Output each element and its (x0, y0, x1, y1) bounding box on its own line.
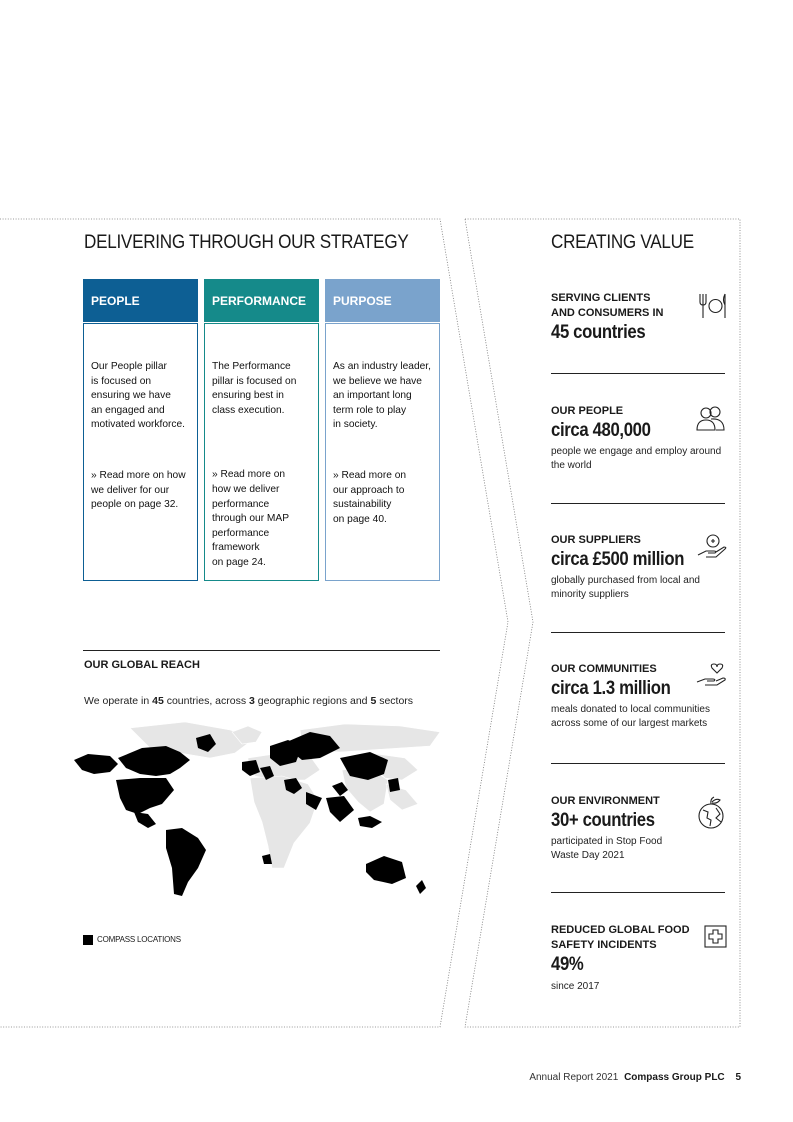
value-divider (551, 503, 725, 504)
pillar-people-header: PEOPLE (83, 279, 198, 322)
apple-globe-icon (696, 796, 728, 830)
pillar-text: As an industry leader, we believe we have an important long term role to play in society. (333, 361, 431, 431)
footer-company: Compass Group PLC (624, 1072, 725, 1083)
pillar-performance-body (204, 323, 319, 581)
value-safety (551, 923, 726, 994)
pillar-purpose-header: PURPOSE (325, 279, 440, 322)
cutlery-icon (697, 292, 727, 320)
value-title: OUR COMMUNITIES (551, 663, 657, 675)
value-desc: since 2017 (551, 981, 600, 992)
page-number: 5 (735, 1072, 741, 1083)
value-title: OUR ENVIRONMENT (551, 795, 660, 807)
reach-title: OUR GLOBAL REACH (84, 659, 200, 671)
value-figure: circa £500 million (551, 549, 685, 570)
pillar-purpose-body (325, 323, 440, 581)
value-figure: circa 1.3 million (551, 678, 671, 699)
value-figure: 49% (551, 954, 584, 975)
pillar-text: The Performance pillar is focused on ensuring best in class execution. (212, 361, 297, 416)
value-divider (551, 892, 725, 893)
value-title: OUR PEOPLE (551, 405, 624, 417)
people-icon (694, 404, 726, 432)
value-figure: 45 countries (551, 322, 646, 343)
strategy-heading: DELIVERING THROUGH OUR STRATEGY (84, 232, 409, 253)
page-footer (529, 1072, 741, 1083)
value-title: REDUCED GLOBAL FOOD SAFETY INCIDENTS (551, 924, 690, 951)
value-desc: meals donated to local communities across some of our largest markets (551, 704, 710, 729)
value-desc: people we engage and employ around the world (551, 446, 722, 471)
reach-sentence: We operate in 45 countries, across 3 geographic regions and 5 sectors (84, 695, 414, 707)
value-desc: participated in Stop Food Waste Day 2021 (551, 836, 663, 861)
value-desc: globally purchased from local and minority suppliers (551, 575, 700, 600)
value-divider (551, 373, 725, 374)
legend-label: COMPASS LOCATIONS (97, 935, 181, 944)
value-divider (551, 632, 725, 633)
value-divider (551, 763, 725, 764)
read-more-link[interactable]: » Read more on our approach to sustainability on page 40. (333, 469, 407, 525)
value-heading: CREATING VALUE (551, 232, 694, 253)
hand-heart-icon (695, 662, 727, 690)
value-title: SERVING CLIENTS AND CONSUMERS IN (551, 292, 664, 319)
pillar-text: Our People pillar is focused on ensuring we have an engaged and motivated workforce. (91, 361, 185, 431)
value-figure: circa 480,000 (551, 420, 651, 441)
read-more-link[interactable]: » Read more on how we deliver performance through our MAP performance framework on page 24. (212, 469, 290, 568)
reach-rule (83, 650, 440, 651)
footer-report: Annual Report 2021 (529, 1072, 619, 1083)
pillar-people-body (83, 323, 198, 581)
medical-cross-icon (704, 925, 728, 949)
hand-coin-icon (696, 533, 728, 561)
world-map (70, 718, 440, 903)
read-more-link[interactable]: » Read more on how we deliver for our people on page 32. (91, 469, 186, 511)
value-title: OUR SUPPLIERS (551, 534, 641, 546)
legend-swatch (83, 935, 93, 945)
pillar-performance-header: PERFORMANCE (204, 279, 319, 322)
value-figure: 30+ countries (551, 810, 655, 831)
